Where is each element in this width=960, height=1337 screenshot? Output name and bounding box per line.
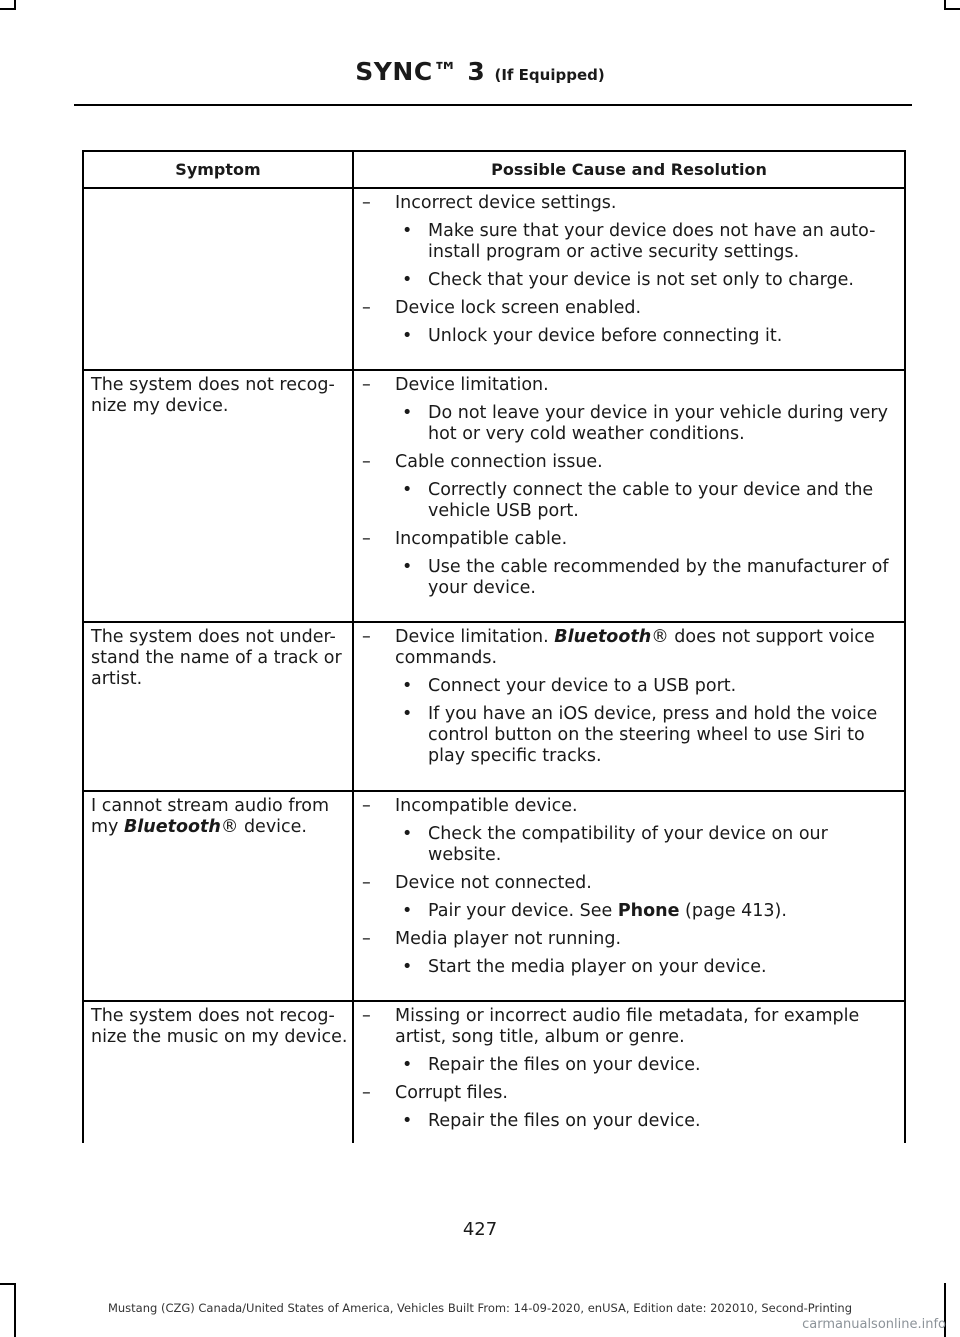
- resolution-cell: [354, 371, 906, 621]
- bullet-marker: •: [402, 326, 413, 346]
- bullet-marker: •: [402, 480, 413, 500]
- crop-mark: [944, 8, 960, 10]
- action-item: [395, 221, 900, 263]
- dash-marker: –: [362, 193, 371, 213]
- cause-item: [362, 529, 900, 550]
- symptom-text-end: ® device.: [220, 817, 307, 837]
- action-item: [395, 403, 900, 445]
- action-text: Correctly connect the cable to your device and the vehicle USB port.: [428, 480, 874, 521]
- cause-item: [362, 1006, 900, 1048]
- action-item: [395, 957, 900, 978]
- table-header-row: [82, 150, 906, 189]
- dash-marker: –: [362, 1006, 371, 1026]
- table-row: [82, 189, 906, 371]
- cause-text: Incompatible cable.: [395, 529, 568, 549]
- symptom-text: The system does not recog-nize my device.: [91, 375, 335, 416]
- header-divider: [74, 104, 912, 106]
- dash-marker: –: [362, 529, 371, 549]
- action-text: Check that your device is not set only to charge.: [428, 270, 854, 290]
- action-text: If you have an iOS device, press and hold the voice control button on the steering wheel to use Siri to play specific tracks.: [428, 704, 878, 766]
- table-row: [82, 792, 906, 1002]
- symptom-cell: [82, 371, 354, 621]
- cause-text: Device not connected.: [395, 873, 592, 893]
- cause-text: Media player not running.: [395, 929, 622, 949]
- symptom-cell: [82, 189, 354, 369]
- cause-text: Corrupt files.: [395, 1083, 508, 1103]
- bullet-marker: •: [402, 901, 413, 921]
- cause-item: [362, 796, 900, 817]
- action-item: [395, 557, 900, 599]
- dash-marker: –: [362, 298, 371, 318]
- dash-marker: –: [362, 452, 371, 472]
- cause-text: Device limitation.: [395, 375, 549, 395]
- resolution-cell: [354, 1002, 906, 1143]
- watermark: carmanualsonline.info: [802, 1317, 946, 1332]
- phone-link[interactable]: Phone: [617, 901, 680, 921]
- cause-item: [362, 298, 900, 319]
- troubleshooting-table: [82, 150, 906, 1143]
- cause-text: [395, 627, 900, 669]
- dash-marker: –: [362, 796, 371, 816]
- table-row: [82, 1002, 906, 1143]
- page-title: [0, 57, 960, 86]
- cause-item: [362, 375, 900, 396]
- symptom-cell: [82, 1002, 354, 1143]
- dash-marker: –: [362, 627, 371, 647]
- column-header-symptom: Symptom: [82, 152, 354, 187]
- action-item: [395, 1055, 900, 1076]
- bullet-marker: •: [402, 957, 413, 977]
- bullet-marker: •: [402, 221, 413, 241]
- cause-text: Cable connection issue.: [395, 452, 603, 472]
- symptom-cell: [82, 623, 354, 790]
- action-text: Connect your device to a USB port.: [428, 676, 737, 696]
- action-text: Repair the files on your device.: [428, 1055, 701, 1075]
- symptom-text: The system does not under-stand the name of a track or artist.: [91, 627, 342, 689]
- resolution-cell: [354, 189, 906, 369]
- action-item: [395, 326, 900, 347]
- action-text: Do not leave your device in your vehicle during very hot or very cold weather conditions.: [428, 403, 888, 444]
- cause-text: Incorrect device settings.: [395, 193, 617, 213]
- title-text: SYNC™ 3: [355, 57, 486, 86]
- action-text: Unlock your device before connecting it.: [428, 326, 783, 346]
- page-number: 427: [462, 1219, 498, 1240]
- bullet-marker: •: [402, 403, 413, 423]
- cause-item: [362, 627, 900, 669]
- crop-mark: [0, 8, 14, 10]
- cause-item: [362, 873, 900, 894]
- cause-text: Device lock screen enabled.: [395, 298, 642, 318]
- cause-text-start: Device limitation.: [395, 627, 555, 647]
- table-row: [82, 623, 906, 792]
- bullet-marker: •: [402, 676, 413, 696]
- dash-marker: –: [362, 873, 371, 893]
- bullet-marker: •: [402, 704, 413, 724]
- bullet-marker: •: [402, 557, 413, 577]
- cause-text: Missing or incorrect audio file metadata, for example artist, song title, album or genre.: [395, 1006, 860, 1047]
- action-text: Start the media player on your device.: [428, 957, 767, 977]
- action-item: [395, 676, 900, 697]
- action-text-end: (page 413).: [679, 901, 787, 921]
- action-item: [395, 704, 900, 767]
- action-text: Repair the files on your device.: [428, 1111, 701, 1131]
- symptom-cell: [82, 792, 354, 1000]
- column-header-resolution: Possible Cause and Resolution: [354, 152, 906, 187]
- bluetooth-term: Bluetooth: [554, 627, 652, 647]
- cause-item: [362, 929, 900, 950]
- resolution-cell: [354, 792, 906, 1000]
- dash-marker: –: [362, 1083, 371, 1103]
- cause-text: Incompatible device.: [395, 796, 578, 816]
- bluetooth-term: Bluetooth: [123, 817, 221, 837]
- action-text: [428, 901, 900, 922]
- action-item: [395, 480, 900, 522]
- symptom-text-start: I cannot stream audio from my: [91, 796, 330, 837]
- title-subtitle: (If Equipped): [494, 66, 605, 84]
- cause-text-end: ® does not support voice commands.: [395, 627, 875, 668]
- action-text: Check the compatibility of your device on our website.: [428, 824, 828, 865]
- cause-item: [362, 1083, 900, 1104]
- bullet-marker: •: [402, 270, 413, 290]
- dash-marker: –: [362, 375, 371, 395]
- bullet-marker: •: [402, 1055, 413, 1075]
- symptom-text: The system does not recog-nize the music on my device.: [91, 1006, 348, 1047]
- cause-item: [362, 193, 900, 214]
- footer-text: Mustang (CZG) Canada/United States of America, Vehicles Built From: 14-09-2020, enUSA, Edition date: 202010, Second-Printing: [107, 1301, 853, 1315]
- dash-marker: –: [362, 929, 371, 949]
- cause-item: [362, 452, 900, 473]
- table-row: [82, 371, 906, 623]
- action-text: Make sure that your device does not have an auto-install program or active security settings.: [428, 221, 876, 262]
- bullet-marker: •: [402, 824, 413, 844]
- action-item: [395, 824, 900, 866]
- action-item: [395, 1111, 900, 1132]
- action-item: [395, 270, 900, 291]
- action-text-start: Pair your device. See: [428, 901, 618, 921]
- resolution-cell: [354, 623, 906, 790]
- action-text: Use the cable recommended by the manufacturer of your device.: [428, 557, 889, 598]
- crop-mark: [14, 0, 16, 10]
- bullet-marker: •: [402, 1111, 413, 1131]
- crop-mark: [944, 0, 946, 10]
- action-item: [395, 901, 900, 922]
